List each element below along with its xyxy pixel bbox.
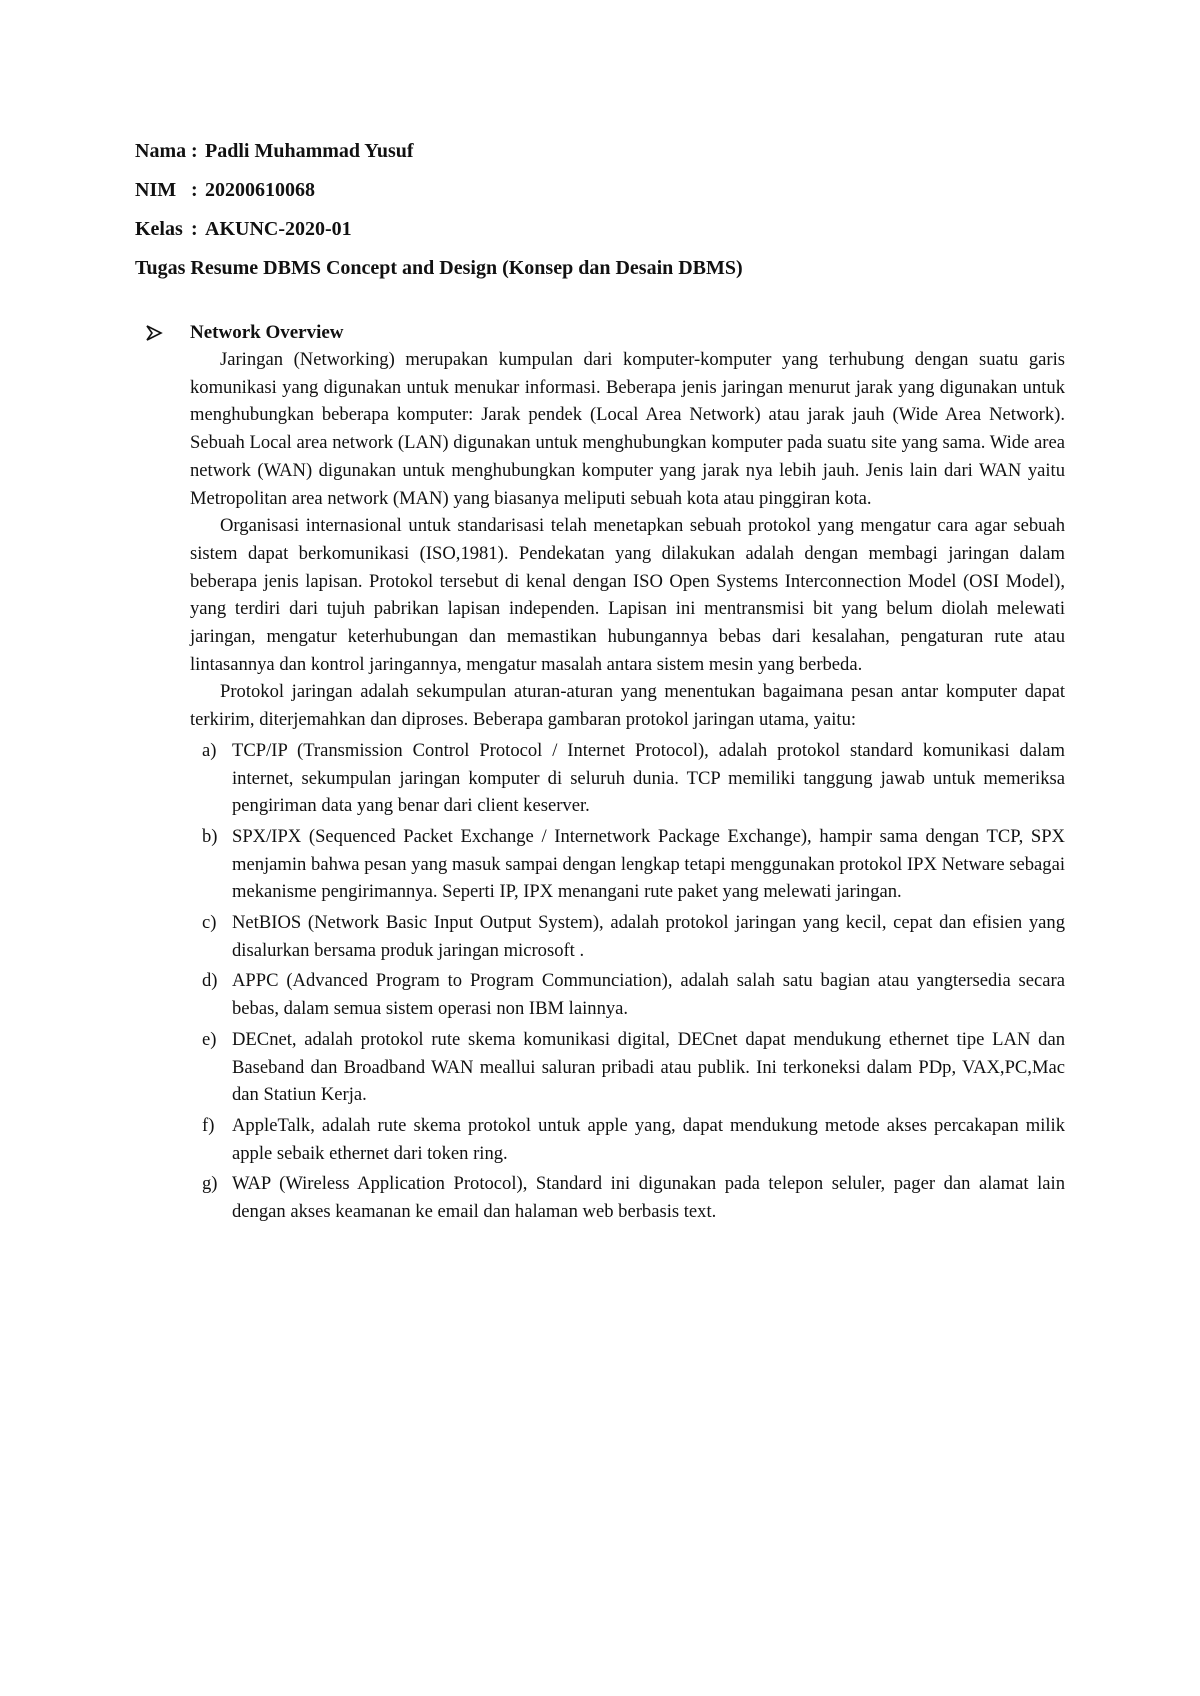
- paragraph: Protokol jaringan adalah sekumpulan aturan-aturan yang menentukan bagaimana pesan antar komputer dapat terkirim, diterjemahkan dan diproses. Beberapa gambaran protokol jaringan utama, yaitu:: [190, 681, 1065, 731]
- arrow-bullet-icon: [145, 324, 163, 342]
- nim-row: [135, 177, 1085, 204]
- list-item-text: APPC (Advanced Program to Program Communciation), adalah salah satu bagian atau yangtersedia secara bebas, dalam semua sistem operasi non IBM lainnya.: [232, 970, 1065, 1020]
- name-separator: :: [191, 140, 198, 162]
- list-marker: g): [202, 1173, 218, 1195]
- list-marker: e): [202, 1028, 217, 1050]
- list-item-text: AppleTalk, adalah rute skema protokol untuk apple yang, dapat mendukung metode akses percakapan milik apple sebaik ethernet dari token ring.: [232, 1114, 1065, 1164]
- list-item: [190, 1026, 1065, 1109]
- list-marker: a): [202, 739, 217, 761]
- paragraph: Organisasi internasional untuk standarisasi telah menetapkan sebuah protokol yang mengatur cara agar sebuah sistem dapat berkomunikasi (ISO,1981). Pendekatan yang dilakukan adalah dengan membagi jaringan dalam beberapa jenis lapisan. Protokol tersebut di kenal dengan ISO Open Systems Interconnection Model (OSI Model), yang terdiri dari tujuh pabrikan lapisan independen. Lapisan ini mentransmisi bit yang belum diolah melewati jaringan, mengatur keterhubungan dan memastikan hubungannya bebas dari kesalahan, pengaturan rute atau lintasannya dan kontrol jaringannya, mengatur masalah antara sistem mesin yang berbeda.: [190, 515, 1065, 675]
- section-title: Network Overview: [190, 322, 344, 343]
- list-item-text: DECnet, adalah protokol rute skema komunikasi digital, DECnet dapat mendukung ethernet tipe LAN dan Baseband dan Broadband WAN meallui saluran pribadi atau publik. Ini terkoneksi dalam PDp, VAX,PC,Mac dan Statiun Kerja.: [232, 1028, 1065, 1106]
- class-label: Kelas: [135, 218, 183, 240]
- list-item-text: WAP (Wireless Application Protocol), Standard ini digunakan pada telepon seluler, pager dan alamat lain dengan akses keamanan ke email dan halaman web berbasis text.: [232, 1173, 1065, 1223]
- class-value: AKUNC-2020-01: [205, 218, 352, 240]
- name-value: Padli Muhammad Yusuf: [205, 140, 414, 162]
- section-body: [190, 346, 1065, 1226]
- list-item-text: SPX/IPX (Sequenced Packet Exchange / Internetwork Package Exchange), hampir sama dengan TCP, SPX menjamin bahwa pesan yang masuk sampai dengan lengkap tetapi menggunakan protokol IPX Netware sebagai mekanisme pengirimannya. Seperti IP, IPX menangani rute paket yang melewati jaringan.: [232, 825, 1065, 903]
- nim-label: NIM: [135, 179, 177, 201]
- class-separator: :: [191, 218, 198, 240]
- list-item: [190, 967, 1065, 1022]
- name-label: Nama: [135, 140, 187, 162]
- assignment-title: Tugas Resume DBMS Concept and Design (Konsep dan Desain DBMS): [135, 257, 743, 279]
- name-row: [135, 138, 1085, 165]
- list-item-text: TCP/IP (Transmission Control Protocol / Internet Protocol), adalah protokol standard komunikasi dalam internet, sekumpulan jaringan komputer di seluruh dunia. TCP memiliki tanggung jawab untuk memeriksa pengiriman data yang benar dari client keserver.: [232, 739, 1065, 817]
- list-item: [190, 909, 1065, 964]
- list-item: [190, 1170, 1065, 1225]
- paragraph: Jaringan (Networking) merupakan kumpulan dari komputer-komputer yang terhubung dengan suatu garis komunikasi yang digunakan untuk menukar informasi. Beberapa jenis jaringan menurut jarak yang digunakan untuk menghubungkan beberapa komputer: Jarak pendek (Local Area Network) atau jarak jauh (Wide Area Network). Sebuah Local area network (LAN) digunakan untuk menghubungkan komputer pada suatu site yang sama. Wide area network (WAN) digunakan untuk menghubungkan komputer yang jarak nya lebih jauh. Jenis lain dari WAN yaitu Metropolitan area network (MAN) yang biasanya meliputi sebuah kota atau pinggiran kota.: [190, 349, 1065, 509]
- list-marker: f): [202, 1114, 215, 1136]
- class-row: [135, 216, 1085, 243]
- list-item-text: NetBIOS (Network Basic Input Output System), adalah protokol jaringan yang kecil, cepat dan efisien yang disalurkan bersama produk jaringan microsoft .: [232, 912, 1065, 961]
- list-item: [190, 737, 1065, 820]
- list-marker: d): [202, 970, 218, 992]
- nim-value: 20200610068: [205, 179, 315, 201]
- list-item: [190, 1112, 1065, 1167]
- nim-separator: :: [191, 179, 198, 201]
- student-header: [135, 138, 1085, 282]
- list-marker: c): [202, 912, 217, 934]
- network-overview-section: [145, 320, 1065, 1229]
- section-heading: [145, 320, 1065, 346]
- list-item: [190, 823, 1065, 906]
- list-marker: b): [202, 825, 218, 847]
- protocol-list: [190, 737, 1065, 1226]
